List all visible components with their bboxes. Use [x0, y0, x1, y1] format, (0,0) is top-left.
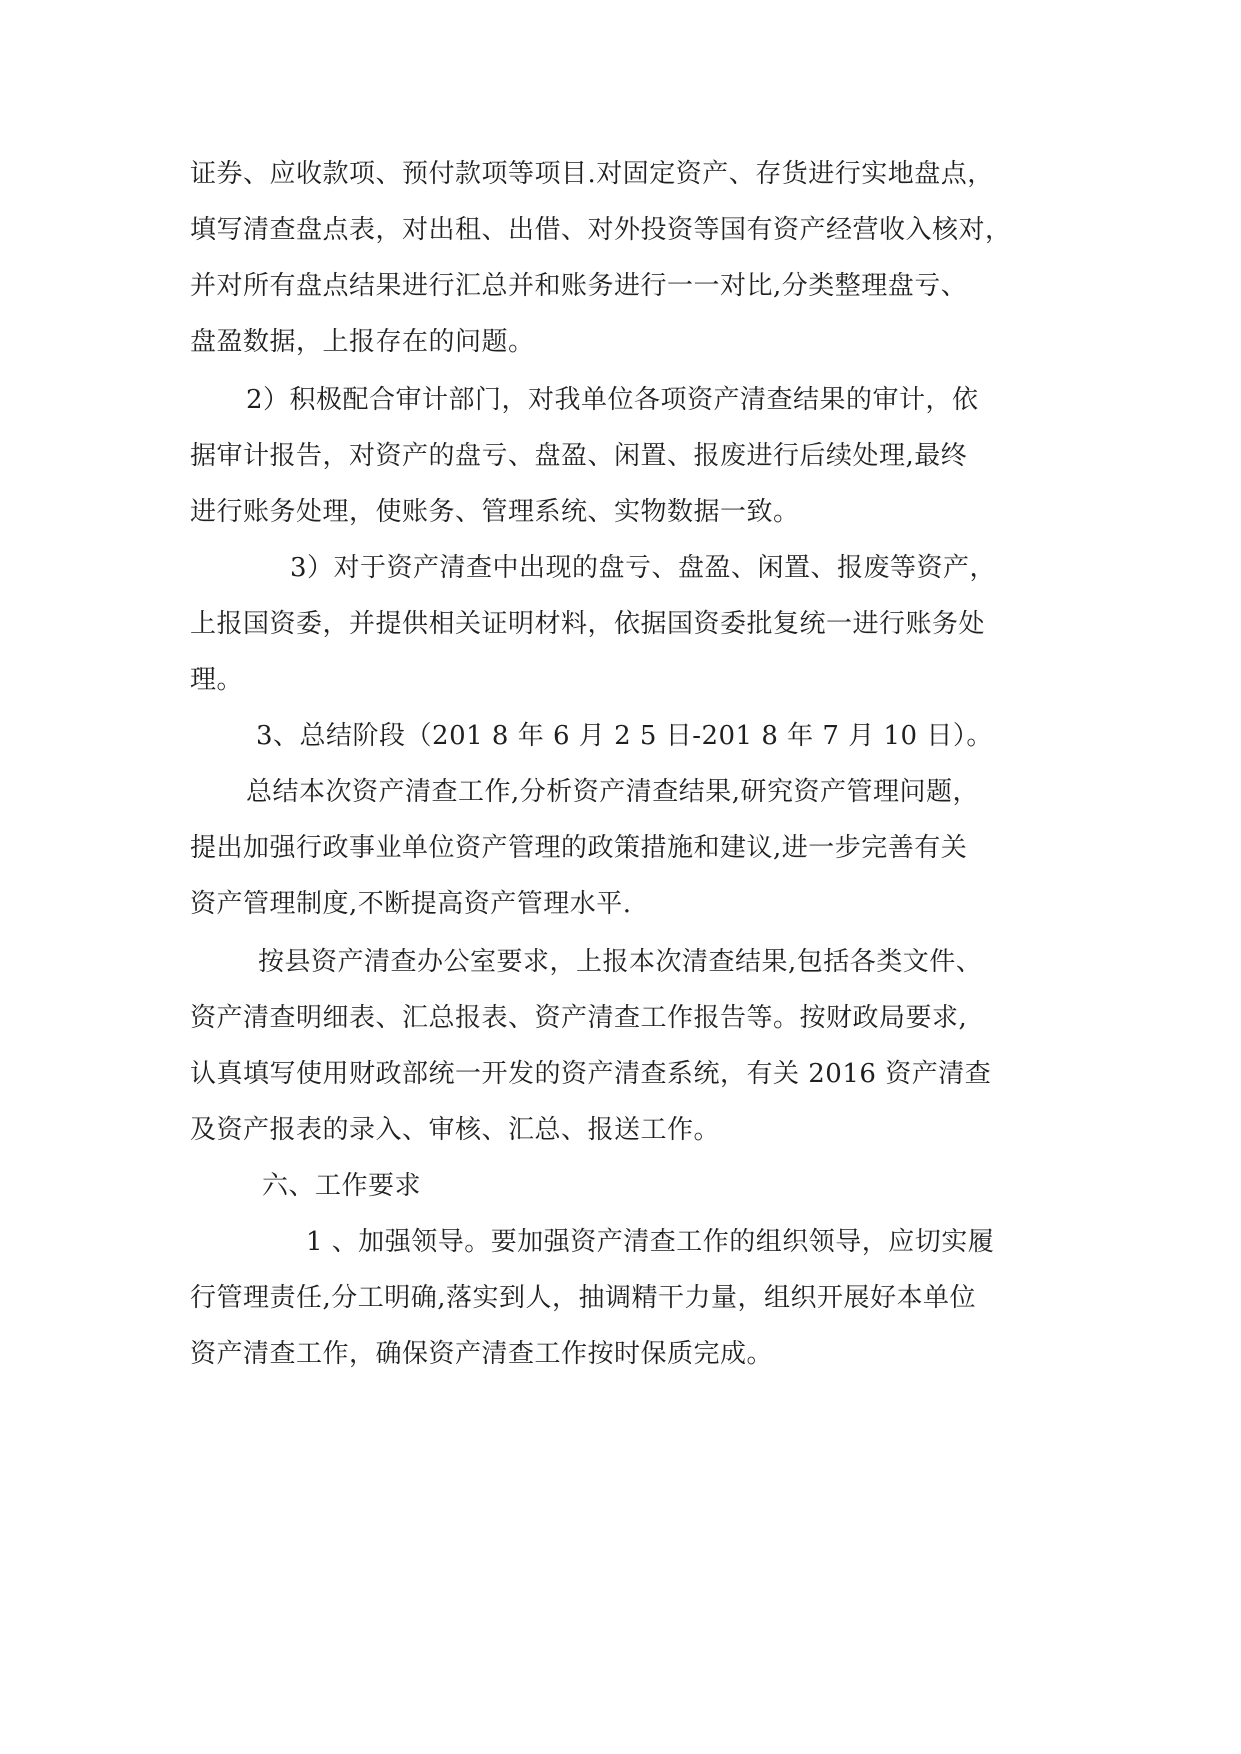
paragraph-line: 上报国资委，并提供相关证明材料，依据国资委批复统一进行账务处: [190, 609, 986, 639]
paragraph-line: 认真填写使用财政部统一开发的资产清查系统，有关 2016 资产清查: [190, 1059, 992, 1089]
paragraph-line: 1 、加强领导。要加强资产清查工作的组织领导，应切实履: [306, 1227, 995, 1257]
paragraph-line: 并对所有盘点结果进行汇总并和账务进行一一对比,分类整理盘亏、: [190, 271, 968, 301]
paragraph-line: 2）积极配合审计部门，对我单位各项资产清查结果的审计，依: [246, 385, 979, 415]
paragraph-line: 进行账务处理，使账务、管理系统、实物数据一致。: [190, 497, 800, 527]
paragraph-line: 行管理责任,分工明确,落实到人，抽调精干力量，组织开展好本单位: [190, 1283, 977, 1313]
paragraph-line: 资产清查工作，确保资产清查工作按时保质完成。: [190, 1339, 774, 1369]
paragraph-line: 提出加强行政事业单位资产管理的政策措施和建议,进一步完善有关: [190, 833, 968, 863]
section-heading: 3、总结阶段（201 8 年 6 月 2 5 日-201 8 年 7 月 10 日）。: [256, 721, 993, 751]
paragraph-line: 填写清查盘点表，对出租、出借、对外投资等国有资产经营收入核对，: [190, 215, 1012, 245]
paragraph-line: 资产清查明细表、汇总报表、资产清查工作报告等。按财政局要求,: [190, 1003, 968, 1033]
paragraph-line: 3）对于资产清查中出现的盘亏、盘盈、闲置、报废等资产，: [290, 553, 997, 583]
paragraph-line: 理。: [190, 665, 244, 695]
paragraph-line: 按县资产清查办公室要求，上报本次清查结果,包括各类文件、: [258, 947, 983, 977]
section-heading: 六、工作要求: [262, 1171, 422, 1201]
paragraph-line: 资产管理制度,不断提高资产管理水平.: [190, 889, 632, 919]
paragraph-line: 总结本次资产清查工作,分析资产清查结果,研究资产管理问题，: [246, 777, 980, 807]
paragraph-line: 证券、应收款项、预付款项等项目.对固定资产、存货进行实地盘点，: [190, 159, 994, 189]
paragraph-line: 盘盈数据，上报存在的问题。: [190, 327, 535, 357]
paragraph-line: 据审计报告，对资产的盘亏、盘盈、闲置、报废进行后续处理,最终: [190, 441, 968, 471]
paragraph-line: 及资产报表的录入、审核、汇总、报送工作。: [190, 1115, 721, 1145]
